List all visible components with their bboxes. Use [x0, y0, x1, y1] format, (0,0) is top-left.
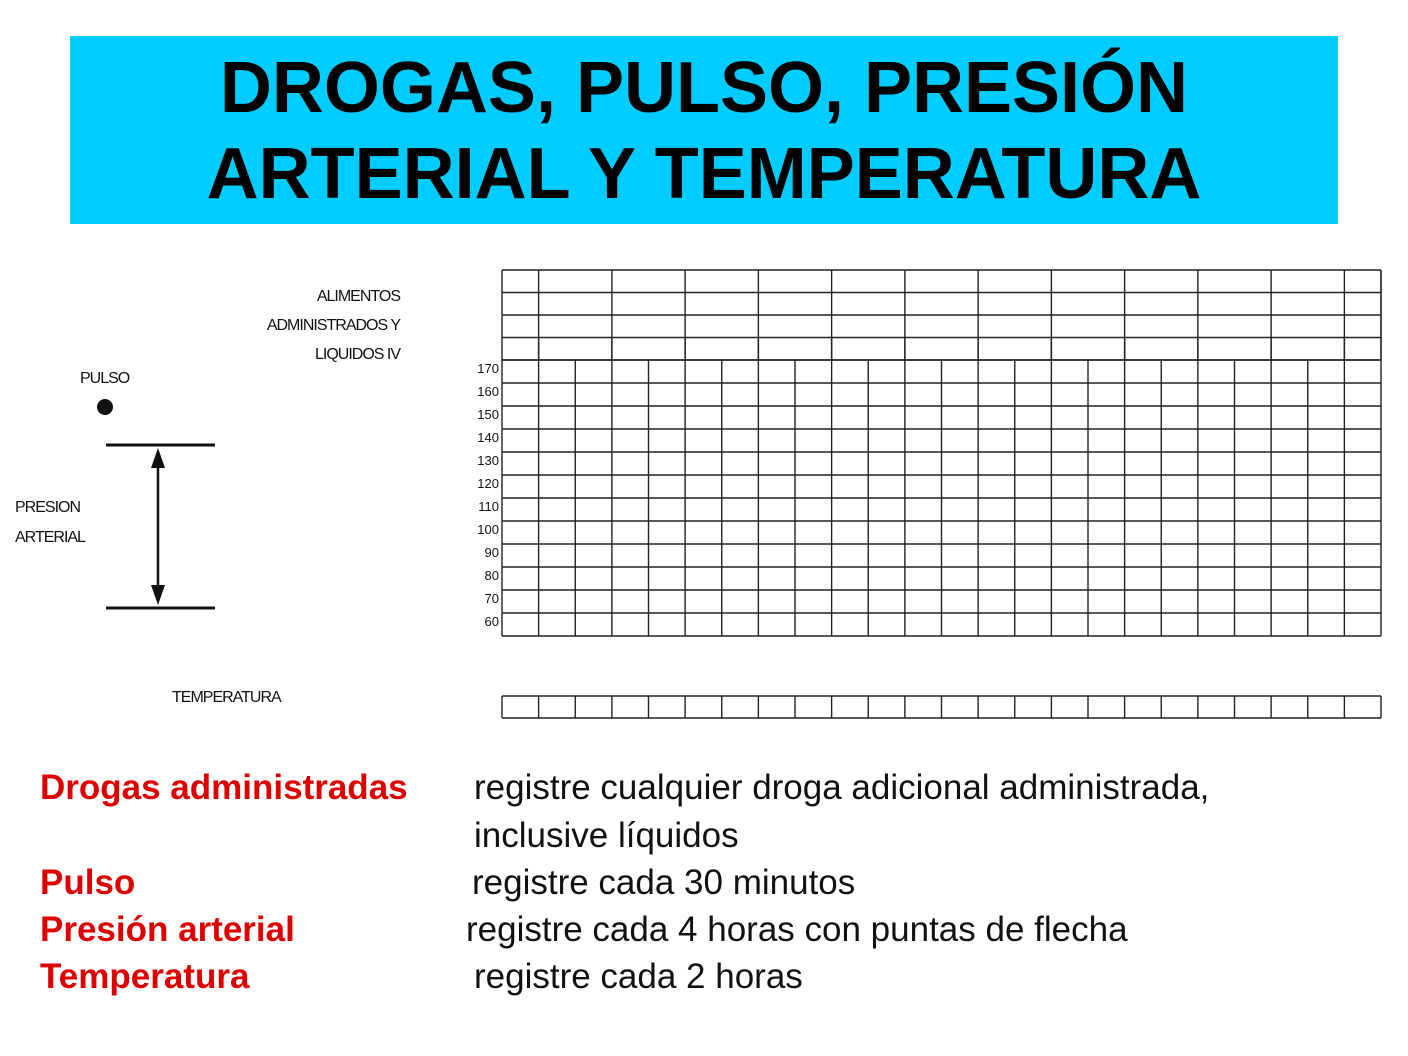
foods-label-line-1: ALIMENTOS — [316, 288, 400, 305]
legend-description: registre cada 30 minutos — [472, 863, 856, 902]
pulse-dot-icon — [97, 399, 113, 415]
title-line-1: DROGAS, PULSO, PRESIÓN — [219, 48, 1189, 128]
pressure-label-line-1: PRESION — [15, 499, 81, 516]
foods-label-line-2: ADMINISTRADOS Y — [266, 317, 400, 334]
legend-description: registre cada 4 horas con puntas de flecha — [466, 910, 1128, 949]
y-tick-label: 110 — [478, 499, 499, 514]
y-tick-label: 70 — [484, 591, 499, 606]
y-tick-label: 80 — [484, 568, 499, 583]
legend-term: Temperatura — [40, 957, 250, 996]
food-liquids-grid — [502, 270, 1381, 360]
y-tick-label: 140 — [477, 430, 499, 445]
legend-description: registre cada 2 horas — [474, 957, 803, 996]
pulse-label: PULSO — [80, 370, 130, 387]
y-tick-label: 100 — [477, 522, 499, 537]
temperature-grid — [502, 696, 1381, 718]
legend-description: registre cualquier droga adicional administrada, — [474, 768, 1210, 807]
legend-term: Drogas administradas — [40, 768, 408, 807]
y-tick-label: 90 — [484, 545, 499, 560]
pressure-label-line-2: ARTERIAL — [15, 529, 85, 546]
title-line-2: ARTERIAL Y TEMPERATURA — [206, 134, 1202, 214]
legend-term: Presión arterial — [40, 910, 295, 949]
y-tick-label: 120 — [477, 476, 499, 491]
foods-label-line-3: LIQUIDOS IV — [314, 346, 400, 363]
y-tick-label: 60 — [484, 614, 499, 629]
y-tick-label: 150 — [477, 407, 499, 422]
blood-pressure-arrow-icon — [106, 445, 215, 608]
legend-term: Pulso — [40, 863, 136, 902]
temperature-label: TEMPERATURA — [172, 689, 281, 706]
y-tick-label: 170 — [477, 361, 499, 376]
y-tick-label: 160 — [477, 384, 499, 399]
y-tick-label: 130 — [477, 453, 499, 468]
pulse-pressure-grid — [502, 338, 1381, 636]
legend-description: inclusive líquidos — [474, 816, 739, 855]
